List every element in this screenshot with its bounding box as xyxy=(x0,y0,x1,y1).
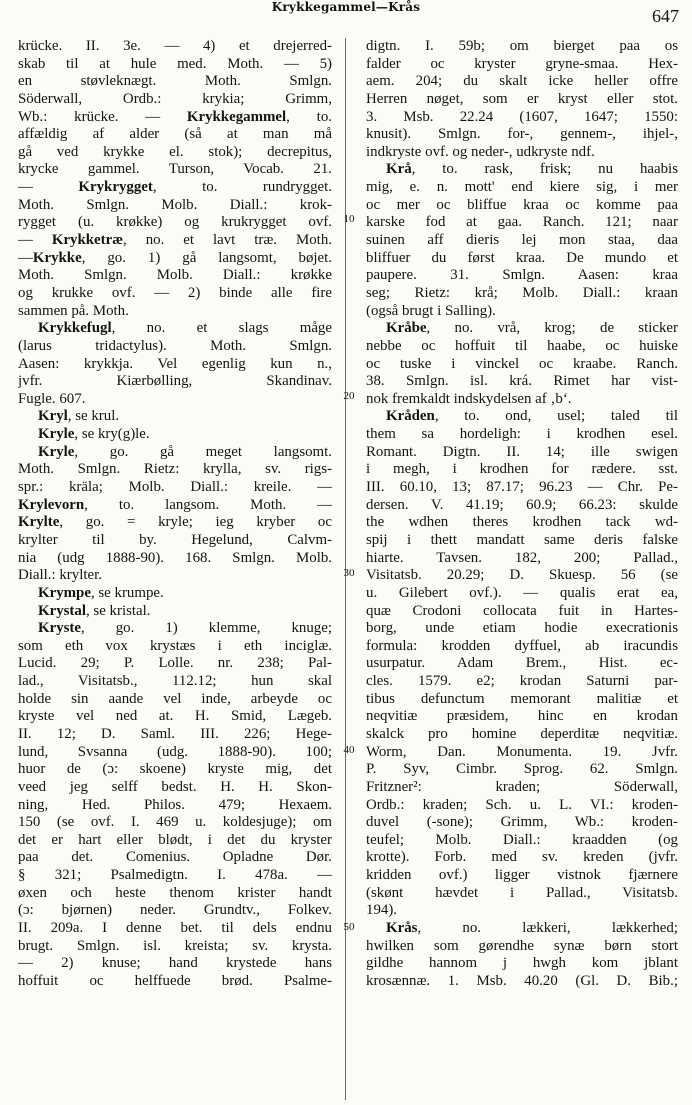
line-text: , se kry(g)le. xyxy=(74,426,150,443)
line-text: 3. Msb. 22.24 (1607, 1647; 1550: xyxy=(366,108,678,125)
line-text: , no. vrå, krog; de sticker xyxy=(426,320,678,337)
line-text: gå ved krykke el. stok); decrepitus, xyxy=(18,143,332,160)
text-line xyxy=(366,144,678,162)
line-text: , go. 1) gå langsomt, bøjet. xyxy=(81,249,332,266)
line-text: kryste vel ned at. H. Smid, Lægeb. xyxy=(18,708,332,725)
text-line xyxy=(18,603,332,621)
text-line xyxy=(18,655,332,673)
text-line xyxy=(366,91,678,109)
line-text: mig, e. n. mott' end kiere sig, i mer xyxy=(366,179,678,196)
line-text: falder oc kryster gryne-smaa. Hex- xyxy=(366,55,678,72)
line-text: krotte). Forb. med sv. kreden (jvfr. xyxy=(366,849,678,866)
line-text: them sa hordeligh: i krodhen esel. xyxy=(366,426,678,443)
line-text: kridden ovf.) ligger vistnok fjærnere xyxy=(366,867,678,884)
text-line xyxy=(18,744,332,762)
line-text: øxen och heste thenom krister handt xyxy=(18,884,332,901)
line-text: holde sin aande vel inde, arbeyde oc xyxy=(18,690,332,707)
line-text: (også brugt i Salling). xyxy=(366,302,496,319)
headword: Krympe xyxy=(38,584,91,601)
text-line xyxy=(18,567,332,585)
line-number: 40 xyxy=(343,744,355,756)
text-line xyxy=(18,356,332,374)
line-text: duvel (-sone); Grimm, Wb.: kroden- xyxy=(366,814,678,831)
text-line xyxy=(18,726,332,744)
text-line xyxy=(366,955,678,973)
headword: Kryle xyxy=(38,443,75,460)
text-line xyxy=(366,902,678,920)
line-text: the wdhen theres krodhen tack wd- xyxy=(366,514,678,531)
text-line xyxy=(18,550,332,568)
text-line xyxy=(366,655,678,673)
line-text: aem. 204; du skalt icke heller offre xyxy=(366,73,678,90)
line-text: , se krumpe. xyxy=(90,584,164,601)
text-line xyxy=(18,620,332,638)
text-line xyxy=(18,391,332,409)
text-line xyxy=(366,56,678,74)
text-line xyxy=(18,303,332,321)
line-text: Visitatsb. 20.29; D. Skuesp. 56 (se xyxy=(366,567,678,584)
line-text: lund, Svsanna (udg. 1888-90). 100; xyxy=(18,743,332,760)
headword: Krå xyxy=(386,161,412,178)
text-line xyxy=(18,426,332,444)
text-line xyxy=(366,885,678,903)
left-column xyxy=(18,38,332,1103)
line-text: — 2) knuse; hand krystede hans xyxy=(18,955,332,972)
line-text: bliffuer du først kraa. De mundo et xyxy=(366,249,678,266)
headword: Krykkefugl xyxy=(38,320,112,337)
line-text: 38. Smlgn. isl. krá. Rimet har vist- xyxy=(366,373,678,390)
text-line xyxy=(18,973,332,991)
text-line xyxy=(18,144,332,162)
line-text: cles. 1579. e2; krodan Saturni par- xyxy=(366,673,678,690)
line-text: , no. et lavt træ. Moth. xyxy=(123,232,332,249)
text-line xyxy=(366,197,678,215)
text-line xyxy=(18,285,332,303)
line-text: Fritzner²: kraden; Söderwall, xyxy=(366,778,678,795)
line-text: Romant. Digtn. II. 14; ille swigen xyxy=(366,443,678,460)
text-line xyxy=(18,638,332,656)
text-line xyxy=(366,338,678,356)
line-text: neqvitiæ præsidem, hinc en krodan xyxy=(366,708,678,725)
headword: Kryle xyxy=(38,426,75,443)
line-text: krosænnæ. 1. Msb. 40.20 (Gl. D. Bib.; xyxy=(366,972,678,989)
headword: Krykketræ xyxy=(51,232,123,249)
line-text: skab til at hule med. Moth. — 5) xyxy=(18,55,332,72)
line-text: usurpatur. Adam Brem., Hist. ec- xyxy=(366,655,678,672)
line-text: en støvleknægt. Moth. Smlgn. xyxy=(18,73,332,90)
line-text: P. Syv, Cimbr. Sprog. 62. Smlgn. xyxy=(366,761,678,778)
text-line xyxy=(18,955,332,973)
text-line xyxy=(18,338,332,356)
line-text: hwilken som gørendhe synæ børn stort xyxy=(366,937,678,954)
line-text: teufel; Molb. Diall.: kraadden (og xyxy=(366,831,678,848)
text-line xyxy=(18,920,332,938)
text-line xyxy=(366,109,678,127)
text-line xyxy=(18,91,332,109)
text-line xyxy=(18,56,332,74)
line-text: , go. gå meget langsomt. xyxy=(74,443,332,460)
line-text: , se krul. xyxy=(67,408,120,425)
line-text: rygget (u. krøkke) og krukrygget ovf. xyxy=(18,214,332,231)
headword: Krylte xyxy=(18,514,60,531)
text-line xyxy=(366,285,678,303)
text-line xyxy=(18,938,332,956)
text-line xyxy=(366,726,678,744)
text-line xyxy=(18,109,332,127)
line-text: jvfr. Kiærbølling, Skandinav. xyxy=(18,373,332,390)
text-line xyxy=(18,532,332,550)
line-text: i megh, i krodhen for rædere. sst. xyxy=(366,461,678,478)
line-text: oc mer oc bliffue kraa oc komme paa xyxy=(366,196,678,213)
line-text: brugt. Smlgn. isl. kreista; sv. krysta. xyxy=(18,937,332,954)
line-text: dersen. V. 41.19; 60.9; 66.23: skulde xyxy=(366,496,678,513)
text-line xyxy=(18,814,332,832)
line-text: quæ Crodoni collocata fuit in Hartes- xyxy=(366,602,678,619)
line-text: Lucid. 29; P. Lolle. nr. 238; Pal- xyxy=(18,655,332,672)
text-line xyxy=(366,408,678,426)
line-text: , go. 1) klemme, knuge; xyxy=(81,620,332,637)
line-text: , to. langsom. Moth. — xyxy=(84,496,332,513)
text-line xyxy=(366,161,678,179)
text-line xyxy=(366,797,678,815)
line-text: karske fod at gaa. Ranch. 121; naar xyxy=(366,214,678,231)
text-line xyxy=(366,867,678,885)
line-text: hiarte. Tavsen. 182, 200; Pallad., xyxy=(366,549,678,566)
headword: Kråden xyxy=(386,408,435,425)
line-text: — xyxy=(18,179,79,196)
text-line xyxy=(366,708,678,726)
line-text: Worm, Dan. Monumenta. 19. Jvfr. xyxy=(366,743,678,760)
text-line xyxy=(366,126,678,144)
line-text: hoffuit oc helffuede brød. Psalme- xyxy=(18,972,332,989)
text-line xyxy=(366,920,678,938)
line-text: Wb.: krücke. — xyxy=(18,108,187,125)
line-text: u. Gilebert ovf.). — qualis erat ea, xyxy=(366,584,678,601)
line-text: Söderwall, Ordb.: krykia; Grimm, xyxy=(18,90,332,107)
text-line xyxy=(18,179,332,197)
line-text: ning, Hed. Philos. 479; Hexaem. xyxy=(18,796,332,813)
line-text: sammen på. Moth. xyxy=(18,302,129,319)
line-text: krylter til by. Hegelund, Calvm- xyxy=(18,531,332,548)
line-text: indkryste ovf. og neder-, udkryste ndf. xyxy=(366,143,595,160)
text-line xyxy=(18,408,332,426)
line-text: Herren nøget, som er kryst eller stot. xyxy=(366,90,678,107)
text-line xyxy=(18,38,332,56)
text-line xyxy=(18,497,332,515)
headword: Krykrygget xyxy=(78,179,153,196)
text-line xyxy=(366,638,678,656)
line-text: formula: krodden dyffuel, ab iracundis xyxy=(366,637,678,654)
text-line xyxy=(366,356,678,374)
text-line xyxy=(366,461,678,479)
text-line xyxy=(366,444,678,462)
line-text: Moth. Smlgn. Molb. Diall.: krok- xyxy=(18,196,332,213)
text-line xyxy=(366,303,678,321)
line-text: — xyxy=(18,249,33,266)
text-line xyxy=(366,744,678,762)
text-line xyxy=(366,497,678,515)
text-line xyxy=(18,832,332,850)
text-line xyxy=(18,126,332,144)
headword: Krykkegammel xyxy=(186,108,287,125)
text-line xyxy=(18,779,332,797)
line-text: (skønt hævdet i Pallad., Visitatsb. xyxy=(366,884,678,901)
line-text: , go. = kryle; ieg kryber oc xyxy=(59,514,332,531)
text-line xyxy=(18,320,332,338)
line-text: Diall.: krylter. xyxy=(18,567,102,584)
text-line xyxy=(366,832,678,850)
headword: Krykke xyxy=(32,249,82,266)
text-line xyxy=(18,514,332,532)
text-line xyxy=(366,320,678,338)
text-line xyxy=(18,161,332,179)
text-line xyxy=(366,761,678,779)
line-text: det er hart eller blødt, i det du kryster xyxy=(18,831,332,848)
text-line xyxy=(18,867,332,885)
headword: Kryl xyxy=(38,408,68,425)
line-text: , to. rundrygget. xyxy=(152,179,332,196)
text-line xyxy=(18,479,332,497)
page-number: 647 xyxy=(652,6,679,26)
line-text: (larus tridactylus). Moth. Smlgn. xyxy=(18,337,332,354)
line-text: gildhe hannom j hwgh kom jblant xyxy=(366,955,678,972)
line-text: knusit). Smlgn. for-, gennem-, ihjel-, xyxy=(366,126,678,143)
line-text: , se kristal. xyxy=(85,602,151,619)
text-line xyxy=(18,673,332,691)
text-line xyxy=(18,691,332,709)
line-number: 50 xyxy=(343,921,355,933)
line-text: II. 209a. I denne bet. til dels endnu xyxy=(18,920,332,937)
text-line xyxy=(366,585,678,603)
headword: Krås xyxy=(386,920,418,937)
line-text: Fugle. 607. xyxy=(18,390,86,407)
line-number: 10 xyxy=(343,213,355,225)
text-line xyxy=(366,603,678,621)
line-text: spr.: kräla; Molb. Diall.: kreile. — xyxy=(18,479,332,496)
text-line xyxy=(18,761,332,779)
line-text: nia (udg 1888-90). 168. Smlgn. Molb. xyxy=(18,549,332,566)
text-line xyxy=(18,267,332,285)
headword: Kråbe xyxy=(386,320,427,337)
text-line xyxy=(18,585,332,603)
line-text: 150 (se ovf. I. 469 u. koldesjuge); om xyxy=(18,814,332,831)
line-text: nebbe oc hoffuit til haabe, oc huiske xyxy=(366,337,678,354)
line-text: paupere. 31. Smlgn. Aasen: kraa xyxy=(366,267,678,284)
text-line xyxy=(366,250,678,268)
line-text: krücke. II. 3e. — 4) et drejerred- xyxy=(18,38,332,54)
text-line xyxy=(366,567,678,585)
text-line xyxy=(366,38,678,56)
line-text: Moth. Smlgn. Molb. Diall.: krøkke xyxy=(18,267,332,284)
text-line xyxy=(18,849,332,867)
text-line xyxy=(366,479,678,497)
text-line xyxy=(18,444,332,462)
text-line xyxy=(366,267,678,285)
text-line xyxy=(366,814,678,832)
text-line xyxy=(366,550,678,568)
line-number: 20 xyxy=(343,390,355,402)
line-text: , to. xyxy=(286,108,332,125)
line-text: skalck pro homine deperditæ neqvitiæ. xyxy=(366,725,678,742)
line-text: Aasen: krykkja. Vel egenlig kun n., xyxy=(18,355,332,372)
line-text: , to. rask, frisk; nu haabis xyxy=(411,161,678,178)
text-line xyxy=(366,214,678,232)
line-text: tibus defunctum memorant malitiæ et xyxy=(366,690,678,707)
line-text: suinen aff dieris lej mon staa, daa xyxy=(366,232,678,249)
headword: Krylevorn xyxy=(18,496,85,513)
text-line xyxy=(366,232,678,250)
line-text: Ordb.: kraden; Sch. u. L. VI.: kroden- xyxy=(366,796,678,813)
line-text: digtn. I. 59b; om bierget paa os xyxy=(366,38,678,54)
line-number: 30 xyxy=(343,567,355,579)
line-text: , no. lækkeri, lækkerhed; xyxy=(417,920,678,937)
line-text: borg, unde etiam hodie execrationis xyxy=(366,620,678,637)
line-text: Moth. Smlgn. Rietz: krylla, sv. rigs- xyxy=(18,461,332,478)
line-text: nok fremkaldt indskydelsen af ‚b‘. xyxy=(366,390,572,407)
line-text: , no. et slags måge xyxy=(111,320,332,337)
text-line xyxy=(366,938,678,956)
line-text: huor de (ɔ: skoene) kryste mig, det xyxy=(18,761,332,778)
text-line xyxy=(18,73,332,91)
line-text: og krukke ovf. — 2) binde alle fire xyxy=(18,284,332,301)
line-text: som eth vox krystæs i eth inciglæ. xyxy=(18,637,332,654)
line-text: 194). xyxy=(366,902,398,919)
text-line xyxy=(366,514,678,532)
text-line xyxy=(366,849,678,867)
text-line xyxy=(366,426,678,444)
line-text: krycke gammel. Turson, Vocab. 21. xyxy=(18,161,332,178)
line-text: affældig af alder (så at man må xyxy=(18,126,332,143)
text-line xyxy=(366,673,678,691)
text-line xyxy=(366,691,678,709)
line-text: oc tuske i vinckel oc kraabe. Ranch. xyxy=(366,355,678,372)
headword: Krystal xyxy=(38,602,86,619)
text-line xyxy=(366,973,678,991)
text-line xyxy=(18,232,332,250)
running-head: Krykkegammel—Krås xyxy=(271,0,421,14)
text-line xyxy=(18,214,332,232)
line-text: spij i thett mandatt same deris falske xyxy=(366,531,678,548)
text-line xyxy=(366,620,678,638)
text-line xyxy=(366,532,678,550)
line-text: § 321; Psalmedigtn. I. 478a. — xyxy=(18,867,332,884)
headword: Kryste xyxy=(38,620,81,637)
line-text: veed jeg selff bedst. H. H. Skon- xyxy=(18,778,332,795)
line-text: paa det. Comenius. Opladne Dør. xyxy=(18,849,332,866)
text-line xyxy=(366,373,678,391)
text-line xyxy=(366,73,678,91)
line-text: III. 60.10, 13; 87.17; 96.23 — Chr. Pe- xyxy=(366,479,678,496)
line-text: II. 12; D. Saml. III. 226; Hege- xyxy=(18,725,332,742)
text-line xyxy=(18,197,332,215)
line-text: , to. ond, usel; taled til xyxy=(434,408,678,425)
text-line xyxy=(18,461,332,479)
text-line xyxy=(18,373,332,391)
text-line xyxy=(18,708,332,726)
line-text: (ɔ: bjørnen) neder. Grundtv., Folkev. xyxy=(18,902,332,919)
text-line xyxy=(18,250,332,268)
text-line xyxy=(366,179,678,197)
text-line xyxy=(18,902,332,920)
text-line xyxy=(366,779,678,797)
text-line xyxy=(18,885,332,903)
line-text: — xyxy=(18,232,52,249)
line-text: lad., Visitatsb., 112.12; hun skal xyxy=(18,673,332,690)
line-text: seg; Rietz: krå; Molb. Diall.: kraan xyxy=(366,284,678,301)
right-column xyxy=(366,38,678,1103)
text-line xyxy=(366,391,678,409)
page-header xyxy=(0,0,692,30)
text-line xyxy=(18,797,332,815)
